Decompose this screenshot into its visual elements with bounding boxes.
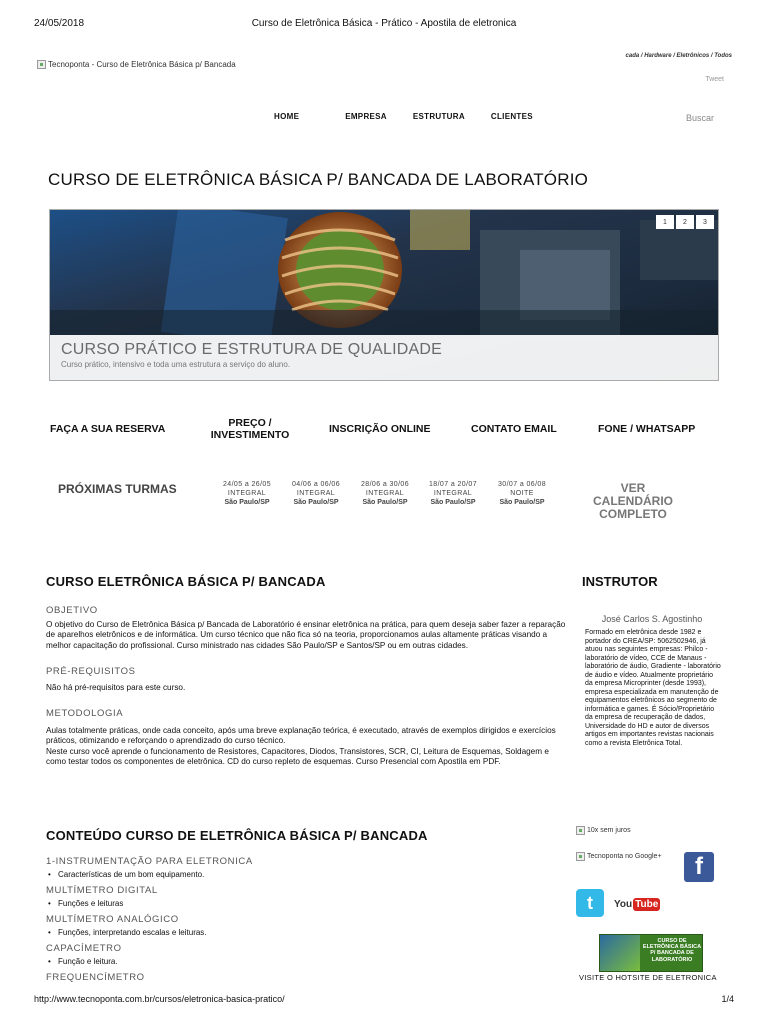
turma-dates: 30/07 a 06/08	[497, 481, 547, 488]
list-item	[46, 870, 566, 879]
slider-page-2[interactable]: 2	[676, 215, 694, 229]
hotsite-link[interactable]: VISITE O HOTSITE DE ELETRONICA	[579, 973, 717, 982]
print-date: 24/05/2018	[34, 18, 85, 29]
full-calendar-link[interactable]	[588, 482, 678, 521]
print-url: http://www.tecnoponta.com.br/cursos/eletronica-basica-pratico/	[34, 994, 285, 1004]
google-plus-link[interactable]	[576, 852, 662, 861]
turma-item[interactable]	[217, 480, 277, 507]
turma-item[interactable]	[355, 480, 415, 507]
bullet: •	[48, 870, 51, 879]
contents-section-heading: FREQUENCÍMETRO	[46, 972, 145, 983]
logo-alt-text: Tecnoponta - Curso de Eletrônica Básica p/ Bancada	[48, 60, 236, 69]
metodologia-text-1: Aulas totalmente práticas, onde cada conceito, após uma breve explanação teórica, é executado, através de exemplos dirigidos e exercícios práticos, otimizando e reforçando o aprendizado do curso técnico.	[46, 726, 556, 746]
prereq-heading: PRÉ-REQUISITOS	[46, 665, 136, 677]
nav-home[interactable]: HOME	[274, 112, 300, 121]
turma-kind: INTEGRAL	[365, 490, 405, 497]
hotsite-banner[interactable]	[599, 934, 703, 972]
contato-email-link[interactable]: CONTATO EMAIL	[471, 423, 557, 435]
bullet: •	[48, 899, 51, 908]
search-input[interactable]: Buscar	[686, 113, 715, 123]
nav-estrutura[interactable]: ESTRUTURA	[412, 112, 465, 121]
instructor-panel	[582, 574, 722, 748]
print-title: Curso de Eletrônica Básica - Prático - Apostila de eletronica	[251, 18, 517, 29]
twitter-icon[interactable]: t	[576, 889, 604, 917]
bullet: •	[48, 928, 51, 937]
objetivo-heading: OBJETIVO	[46, 605, 98, 616]
hero-slider[interactable]	[49, 209, 719, 381]
objetivo-text: O objetivo do Curso de Eletrônica Básica p/ Bancada de Laboratório é ensinar eletrônica na prática, para quem deseja saber fazer a reparação de aparelhos eletrônicos e de informática. Um curso técnico que não fica só na teoria, proporcionamos aulas altamente práticas visando a melhor capacitação do profissional. Curso ministrado nas cidades São Paulo/SP e Santos/SP ou em outras cidades.	[46, 620, 566, 650]
list-item	[46, 899, 566, 908]
broken-image-icon	[576, 826, 585, 835]
turma-kind: INTEGRAL	[433, 490, 473, 497]
next-classes-label: PRÓXIMAS TURMAS	[58, 482, 177, 496]
list-item	[46, 957, 566, 966]
facebook-icon[interactable]: f	[684, 852, 714, 882]
list-item-text: Funções, interpretando escalas e leituras.	[58, 928, 207, 937]
inscricao-link[interactable]: INSCRIÇÃO ONLINE	[329, 423, 431, 435]
next-classes	[40, 479, 730, 521]
turma-kind: INTEGRAL	[227, 490, 267, 497]
preco-link[interactable]	[205, 417, 295, 441]
slider-page-1[interactable]: 1	[656, 215, 674, 229]
calendar-line-2: COMPLETO	[599, 507, 667, 521]
turma-dates: 28/06 a 30/06	[360, 481, 410, 488]
turma-dates: 18/07 a 20/07	[428, 481, 478, 488]
print-page-number: 1/4	[721, 994, 734, 1004]
logo-link[interactable]	[37, 60, 236, 69]
contents-section-heading: CAPACÍMETRO	[46, 943, 122, 954]
course-contents	[46, 828, 566, 983]
preco-line-1: PREÇO /	[228, 417, 272, 429]
fone-whatsapp-link[interactable]: FONE / WHATSAPP	[598, 423, 696, 435]
prereq-text: Não há pré-requisitos para este curso.	[46, 682, 186, 692]
youtube-you-text: You	[614, 898, 633, 910]
tweet-button[interactable]: Tweet	[705, 76, 724, 83]
reserva-link[interactable]: FAÇA A SUA RESERVA	[50, 423, 166, 435]
instructor-name: José Carlos S. Agostinho	[601, 614, 703, 624]
slider-pager	[656, 215, 714, 229]
turma-dates: 04/06 a 06/06	[291, 481, 341, 488]
contents-heading: CONTEÚDO CURSO DE ELETRÔNICA BÁSICA P/ BANCADA	[46, 828, 428, 843]
hotsite-banner-text: CURSO DE ELETRÔNICA BÁSICA P/ BANCADA DE LABORATÓRIO	[642, 938, 702, 963]
nav-empresa[interactable]: EMPRESA	[345, 112, 387, 121]
bullet: •	[48, 957, 51, 966]
nav-clientes[interactable]: CLIENTES	[490, 112, 533, 121]
page-title: CURSO DE ELETRÔNICA BÁSICA P/ BANCADA DE LABORATÓRIO	[48, 170, 589, 189]
turma-city: São Paulo/SP	[224, 499, 270, 506]
contents-section-heading: 1-INSTRUMENTAÇÃO PARA ELETRONICA	[46, 856, 253, 867]
list-item-text: Função e leitura.	[58, 957, 118, 966]
metodologia-text-2: Neste curso você aprende o funcionamento de Resistores, Capacitores, Diodos, Transistores, SCR, CI, Leitura de Esquemas, Soldagem e como testar todos os componentes de eletrônica. CD do curso repleto de esquemas. Curso Presencial com Apostila em PDF.	[46, 746, 549, 767]
action-links	[40, 417, 730, 445]
turma-city: São Paulo/SP	[430, 499, 476, 506]
slider-caption-subtitle: Curso prático, intensivo e toda uma estrutura a serviço do aluno.	[61, 360, 291, 369]
calendar-line-1: VER CALENDÁRIO	[593, 481, 673, 508]
promo-alt-text: 10x sem juros	[587, 827, 631, 834]
metodologia-heading: METODOLOGIA	[46, 708, 124, 720]
youtube-tube-text: Tube	[635, 898, 659, 910]
main-nav	[262, 112, 533, 121]
preco-line-2: INVESTIMENTO	[210, 429, 290, 441]
hotsite-banner-image	[600, 935, 640, 972]
list-item	[46, 928, 566, 937]
turma-item[interactable]	[423, 480, 483, 507]
top-category-links[interactable]: cada / Hardware / Eletrônicos / Todos	[625, 53, 732, 59]
slider-caption-title: CURSO PRÁTICO E ESTRUTURA DE QUALIDADE	[61, 341, 442, 358]
turma-city: São Paulo/SP	[362, 499, 408, 506]
turma-item[interactable]	[286, 480, 346, 507]
slider-page-3[interactable]: 3	[696, 215, 714, 229]
print-header	[34, 18, 734, 30]
contents-section-heading: MULTÍMETRO ANALÓGICO	[46, 914, 179, 925]
instructor-heading: INSTRUTOR	[582, 574, 658, 589]
turma-city: São Paulo/SP	[293, 499, 339, 506]
turma-kind: INTEGRAL	[296, 490, 336, 497]
youtube-icon[interactable]	[614, 895, 660, 913]
contents-section-heading: MULTÍMETRO DIGITAL	[46, 885, 158, 896]
instructor-bio: Formado em eletrônica desde 1982 e portador do CREA/SP: 5062502946, já atuou nas seguintes empresas: Philco - laboratório de vídeo, CCE de Manaus - laboratório de áudio, Gradiente - laboratório de áudio e vídeo. Atualmente proprietário da empresa Microprinter (desde 1993), empresa especializada em manutenção de equipamentos eletrônicos ao segmento de informática e games. É Sócio/Proprietário da empresa de recuperação de dados, Universidade do HD e autor de diversos artigos em importantes revistas nacionais como a revista Eletrônica Total.	[585, 629, 721, 747]
list-item-text: Funções e leituras	[58, 899, 124, 908]
course-description	[46, 574, 566, 767]
list-item-text: Características de um bom equipamento.	[58, 870, 205, 879]
broken-image-icon	[37, 60, 46, 69]
turma-city: São Paulo/SP	[499, 499, 545, 506]
promo-image-link[interactable]	[576, 826, 631, 835]
turma-kind: NOITE	[510, 490, 534, 497]
course-heading: CURSO ELETRÔNICA BÁSICA P/ BANCADA	[46, 574, 326, 589]
slider-caption	[50, 335, 718, 380]
turma-item[interactable]	[492, 480, 552, 507]
google-plus-alt-text: Tecnoponta no Google+	[587, 853, 662, 860]
turma-dates: 24/05 a 26/05	[222, 481, 272, 488]
broken-image-icon	[576, 852, 585, 861]
